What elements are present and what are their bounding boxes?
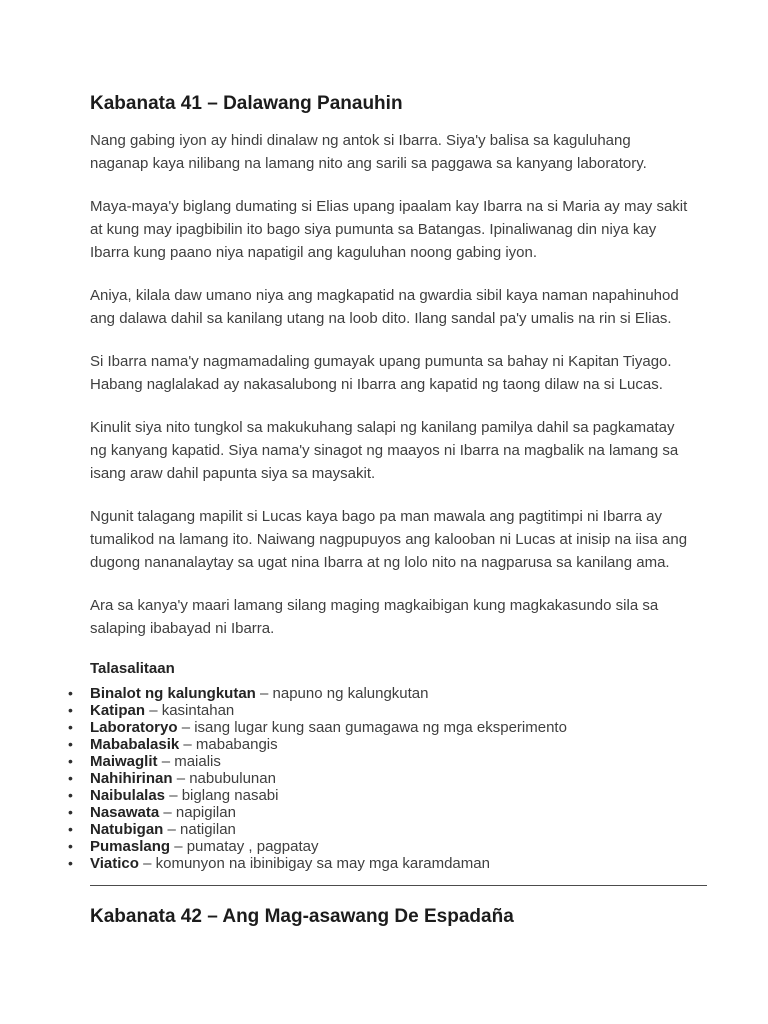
glossary-term: Viatico xyxy=(90,855,139,872)
glossary-item xyxy=(90,736,690,753)
section-divider xyxy=(90,885,707,886)
glossary-definition: – pumatay , pagpatay xyxy=(174,838,319,855)
glossary-definition: – natigilan xyxy=(167,821,236,838)
glossary-definition: – biglang nasabi xyxy=(169,787,279,804)
glossary-definition: – napigilan xyxy=(163,804,236,821)
glossary-item xyxy=(90,719,690,736)
chapter-41-title: Kabanata 41 – Dalawang Panauhin xyxy=(90,93,403,114)
glossary-definition: – maialis xyxy=(161,753,221,770)
glossary-item xyxy=(90,685,690,702)
chapter-41-paragraph-3: Aniya, kilala daw umano niya ang magkapatid na gwardia sibil kaya naman napahinuhod ang dalawa dahil sa kanilang utang na loob dito. Ilang sandal pa'y umalis na rin si Elias. xyxy=(90,287,679,327)
glossary-term: Naibulalas xyxy=(90,787,166,804)
glossary-term: Nasawata xyxy=(90,804,160,821)
glossary-item xyxy=(90,804,690,821)
glossary-term: Nahihirinan xyxy=(90,770,173,787)
glossary-term: Natubigan xyxy=(90,821,164,838)
glossary-item xyxy=(90,702,690,719)
chapter-42-title: Kabanata 42 – Ang Mag-asawang De Espadaña xyxy=(90,906,514,927)
glossary-item xyxy=(90,821,690,838)
glossary-definition: – komunyon na ibinibigay sa may mga karamdaman xyxy=(143,855,490,872)
glossary-item xyxy=(90,838,690,855)
glossary-term: Mababalasik xyxy=(90,736,180,753)
chapter-41-paragraph-5: Kinulit siya nito tungkol sa makukuhang salapi ng kanilang pamilya dahil sa pagkamatay ng kanyang kapatid. Siya nama'y sinagot ng maayos ni Ibarra na magbalik na lamang sa isang araw dahil papunta siya sa maysakit. xyxy=(90,419,679,482)
document-content xyxy=(90,92,690,929)
glossary-term: Katipan xyxy=(90,702,146,719)
glossary-definition: – mababangis xyxy=(183,736,278,753)
glossary-definition: – nabubulunan xyxy=(176,770,276,787)
glossary-definition: – isang lugar kung saan gumagawa ng mga eksperimento xyxy=(181,719,567,736)
chapter-41-paragraph-4: Si Ibarra nama'y nagmamadaling gumayak upang pumunta sa bahay ni Kapitan Tiyago. Habang naglalakad ay nakasalubong ni Ibarra ang kapatid ng taong dilaw na si Lucas. xyxy=(90,353,672,393)
glossary-term: Maiwaglit xyxy=(90,753,158,770)
glossary-term: Binalot ng kalungkutan xyxy=(90,685,256,702)
glossary-item xyxy=(90,753,690,770)
glossary-term: Pumaslang xyxy=(90,838,171,855)
glossary-title: Talasalitaan xyxy=(90,660,175,677)
glossary-item xyxy=(90,770,690,787)
glossary-item xyxy=(90,787,690,804)
glossary-definition: – kasintahan xyxy=(149,702,235,719)
chapter-41-paragraph-1: Nang gabing iyon ay hindi dinalaw ng antok si Ibarra. Siya'y balisa sa kaguluhang naganap kaya nilibang na lamang nito ang sarili sa paggawa sa kanyang laboratory. xyxy=(90,132,647,172)
glossary-list xyxy=(90,685,690,872)
glossary-item xyxy=(90,855,690,872)
chapter-41-paragraph-6: Ngunit talagang mapilit si Lucas kaya bago pa man mawala ang pagtitimpi ni Ibarra ay tumalikod na lamang ito. Naiwang nagpupuyos ang kalooban ni Lucas at inisip na iisa ang dugong nananalaytay sa ugat nina Ibarra at ng lolo nito na nagparusa sa kanilang ama. xyxy=(90,508,688,571)
chapter-41-paragraph-2: Maya-maya'y biglang dumating si Elias upang ipaalam kay Ibarra na si Maria ay may sakit at kung may ipagbibilin ito bago siya pumunta sa Batangas. Ipinaliwanag din niya kay Ibarra kung paano niya napatigil ang kaguluhan noong gabing iyon. xyxy=(90,198,688,261)
glossary-definition: – napuno ng kalungkutan xyxy=(260,685,429,702)
chapter-41-paragraph-7: Ara sa kanya'y maari lamang silang maging magkaibigan kung magkakasundo sila sa salaping ibabayad ni Ibarra. xyxy=(90,597,659,637)
glossary-term: Laboratoryo xyxy=(90,719,178,736)
